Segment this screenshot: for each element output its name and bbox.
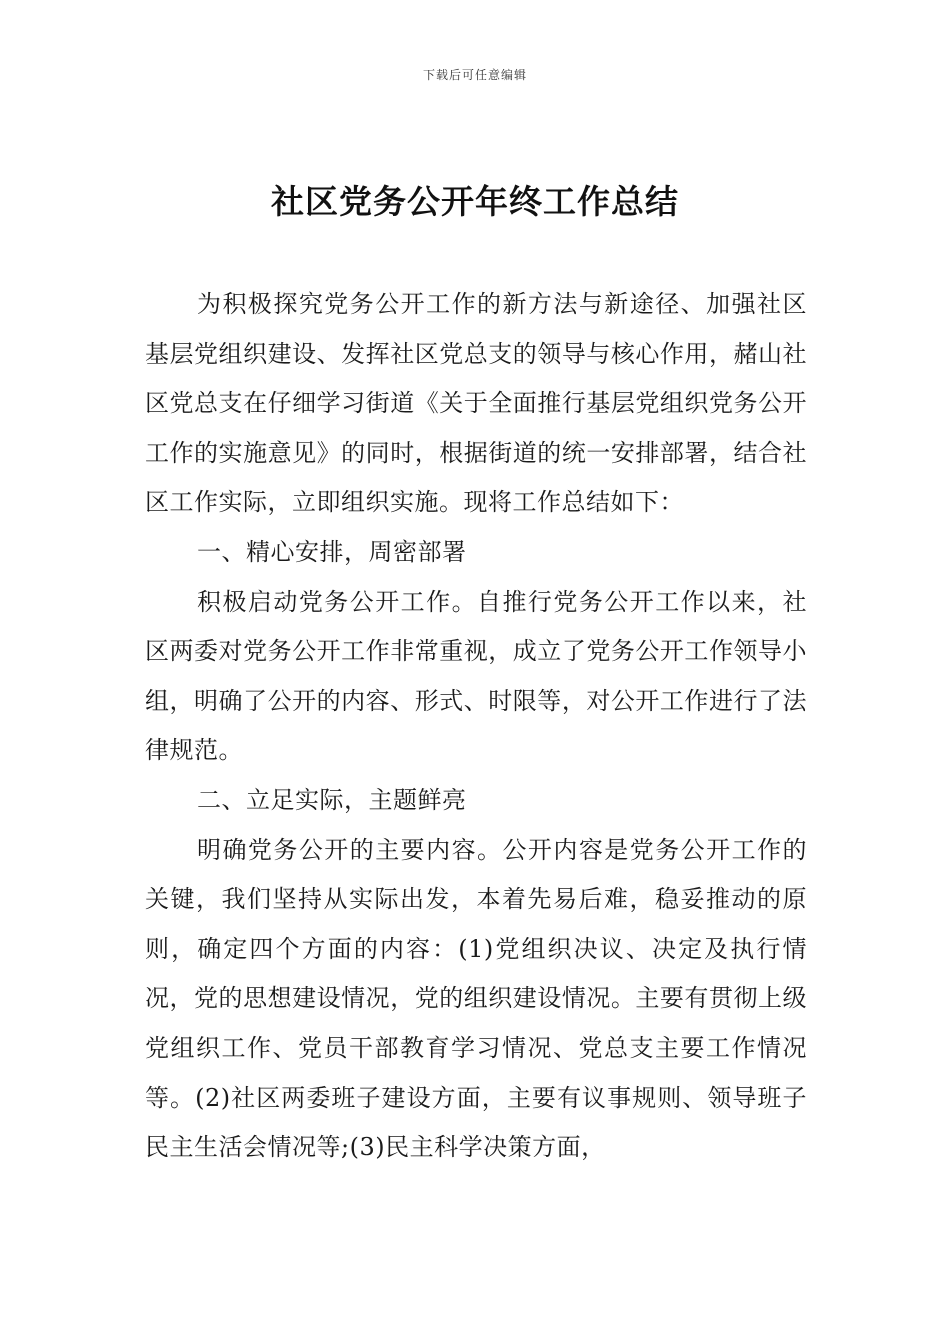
document-body <box>145 280 807 1173</box>
section-heading-1: 一、精心安排，周密部署 <box>197 537 467 566</box>
section-1-paragraph: 积极启动党务公开工作。自推行党务公开工作以来，社区两委对党务公开工作非常重视，成立了党务公开工作领导小组，明确了公开的内容、形式、时限等，对公开工作进行了法律规范。 <box>145 587 807 765</box>
header-note: 下载后可任意编辑 <box>422 68 527 82</box>
section-heading-2: 二、立足实际，主题鲜亮 <box>197 785 467 814</box>
section-2-paragraph: 明确党务公开的主要内容。公开内容是党务公开工作的关键，我们坚持从实际出发，本着先易后难，稳妥推动的原则，确定四个方面的内容：(1)党组织决议、决定及执行情况，党的思想建设情况，党的组织建设情况。主要有贯彻上级党组织工作、党员干部教育学习情况、党总支主要工作情况等。(2)社区两委班子建设方面，主要有议事规则、领导班子民主生活会情况等;(3)民主科学决策方面， <box>145 835 807 1162</box>
document-title: 社区党务公开年终工作总结 <box>271 182 679 221</box>
intro-paragraph: 为积极探究党务公开工作的新方法与新途径、加强社区基层党组织建设、发挥社区党总支的领导与核心作用，赭山社区党总支在仔细学习街道《关于全面推行基层党组织党务公开工作的实施意见》的同时，根据街道的统一安排部署，结合社区工作实际，立即组织实施。现将工作总结如下： <box>145 290 807 517</box>
